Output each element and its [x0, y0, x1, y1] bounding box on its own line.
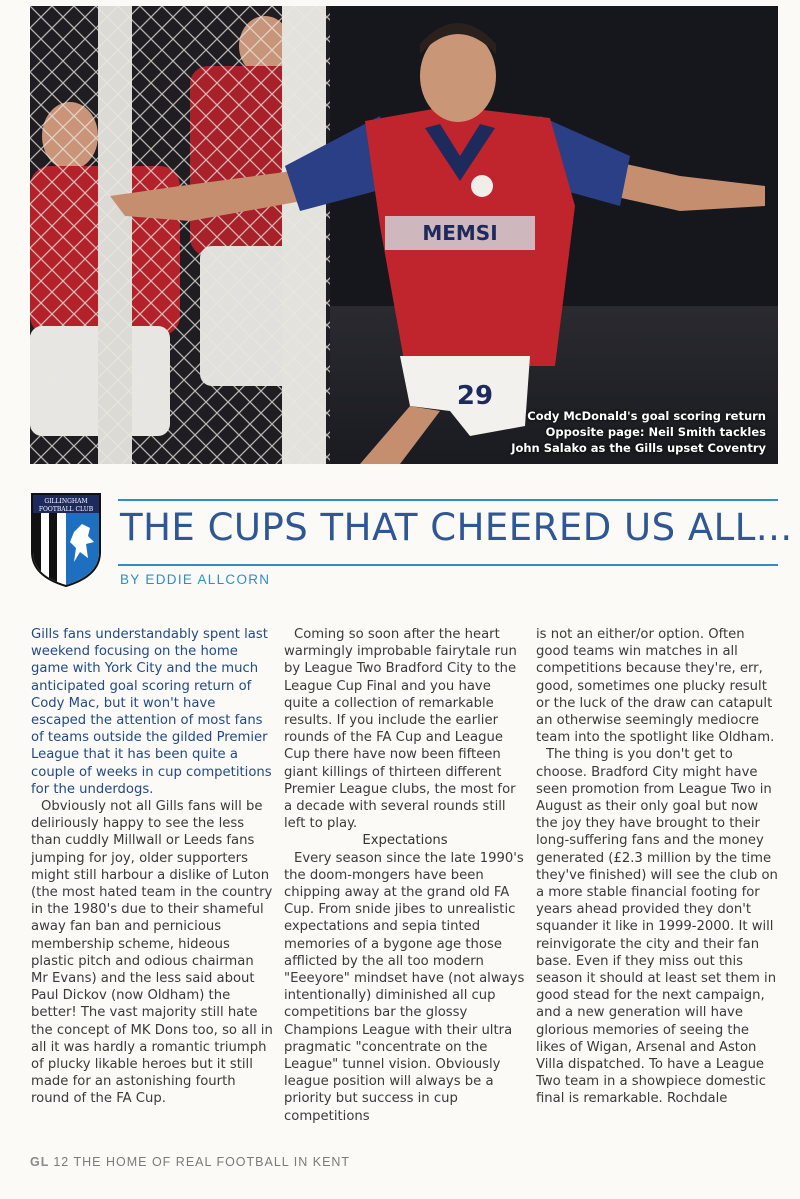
body-paragraph: Every season since the late 1990's the doom-mongers have been chipping away at the grand old FA Cup. From snide jibes to unrealistic expectations and sepia tinted memories of a bygone age those afflicted by the all too modern "Eeeyore" mindset have (not always intentionally) diminished all cup competitions bar the glossy Champions League with their ultra pragmatic "concentrate on the League" tunnel vision. Obviously league position will always be a priority but success in cup competitions — [284, 850, 525, 1124]
club-badge-icon — [471, 175, 493, 197]
headline-rule-bottom — [118, 564, 778, 566]
gillingham-crest-icon — [30, 492, 102, 588]
page-footer — [30, 1155, 350, 1169]
lead-paragraph: Gills fans understandably spent last weekend focusing on the home game with York City and the much anticipated goal scoring return of Cody Mac, but it won't have escaped the attention of most fans of teams outside the gilded Premier League that it has been quite a couple of weeks in cup competitions for the underdogs. — [31, 627, 272, 797]
body-paragraph: The thing is you don't get to choose. Bradford City might have seen promotion from League Two in August as their only goal but now the joy they have brought to their long-suffering fans and the money generated (£2.3 million by the time they've finished) will see the club on a more stable financial footing for years ahead provided they don't squander it like in 1999-2000. It will reinvigorate the city and their fan base. Even if they miss out this season it should at least set them in good stead for the next campaign, and a new generation will have glorious memories of seeing the likes of Wigan, Arsenal and Aston Villa dispatched. To have a League Two team in a showpiece domestic final is remarkable. Rochdale — [536, 747, 778, 1107]
article-headline: THE CUPS THAT CHEERED US ALL... — [120, 506, 793, 549]
photo-illustration — [30, 6, 778, 464]
caption-line: John Salako as the Gills upset Coventry — [511, 441, 766, 455]
body-paragraph: Coming so soon after the heart warmingly improbable fairytale run by League Two Bradford City to the League Cup Final and you have quite a collection of remarkable results. If you include the earlier rounds of the FA Cup and League Cup there have now been fifteen giant killings of thirteen different Premier League clubs, the most for a decade with several rounds still left to play. — [284, 627, 517, 832]
photo-caption — [511, 408, 766, 456]
article-column-3 — [536, 626, 780, 1108]
body-paragraph: is not an either/or option. Often good teams win matches in all competitions because they're, err, good, sometimes one plucky result or the luck of the draw can catapult an otherwise seemingly mediocre team into the spotlight like Oldham. — [536, 627, 775, 746]
shirt-number: 29 — [456, 381, 494, 411]
sponsor-text: MEMSI — [422, 221, 498, 245]
crest-line2: FOOTBALL CLUB — [38, 506, 94, 513]
article-column-2 — [284, 626, 526, 1125]
footer-text: 12 THE HOME OF REAL FOOTBALL IN KENT — [53, 1155, 351, 1169]
article-column-1 — [31, 626, 274, 1108]
section-subheading: Expectations — [362, 833, 448, 849]
caption-line: Cody McDonald's goal scoring return — [527, 409, 766, 423]
caption-line: Opposite page: Neil Smith tackles — [545, 425, 766, 439]
goal-net — [30, 6, 330, 464]
body-paragraph: Obviously not all Gills fans will be deliriously happy to see the less than cuddly Millwall or Leeds fans jumping for joy, older supporters might still harbour a dislike of Luton (the most hated team in the country in the 1980's due to their shameful away fan ban and pernicious membership scheme, hideous plastic pitch and odious chairman Mr Evans) and the less said about Paul Dickov (now Oldham) the better! The vast majority still hate the concept of MK Dons too, so all in all it was hardly a romantic triumph of plucky likable heroes but it still made for an astonishing fourth round of the FA Cup. — [31, 799, 273, 1107]
crest-line1: GILLINGHAM — [44, 498, 88, 505]
article-byline: BY EDDIE ALLCORN — [120, 572, 271, 587]
headline-rule-top — [118, 499, 778, 501]
hero-photo — [30, 6, 778, 464]
footer-logo: GL — [30, 1155, 50, 1169]
